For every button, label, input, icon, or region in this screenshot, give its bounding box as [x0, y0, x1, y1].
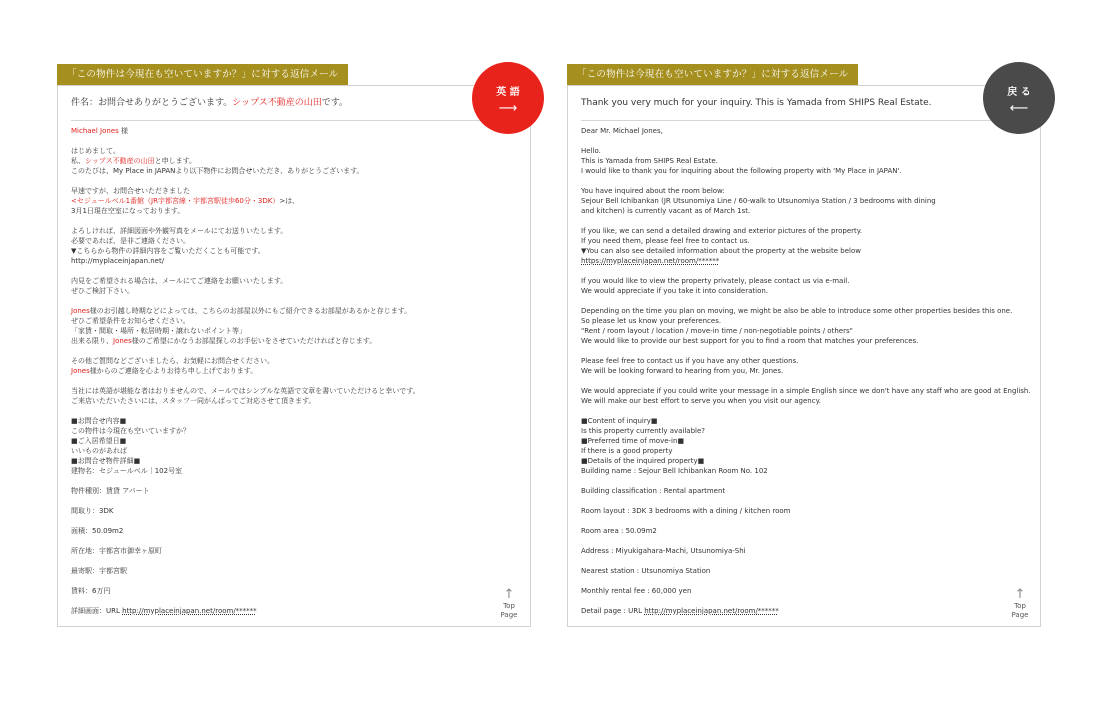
blank-line [581, 496, 1021, 506]
line-text: 様からのご連絡を心よりお待ち申し上げております。 [89, 367, 258, 375]
blank-line [71, 496, 511, 506]
line-text: Building classification : Rental apartment [581, 487, 726, 495]
line-text: ■Content of inquiry■ [581, 417, 658, 425]
blank-line [71, 296, 511, 306]
line-text: Address : Miyukigahara-Machi, Utsunomiya-Shi [581, 547, 746, 555]
line-text: If there is a good property [581, 447, 673, 455]
email-line [581, 166, 1021, 176]
line-text: and kitchen) is currently vacant as of March 1st. [581, 207, 751, 215]
line-text: Detail page : URL [581, 607, 645, 615]
blank-line [581, 576, 1021, 586]
line-text: 間取り：3DK [71, 507, 114, 515]
email-line [71, 466, 511, 476]
blank-line [581, 406, 1021, 416]
email-line [581, 286, 1021, 296]
line-text: ■ご入居希望日■ [71, 437, 127, 445]
email-line [581, 276, 1021, 286]
line-text: We will make our best effort to serve you when you visit our agency. [581, 397, 821, 405]
blank-line [581, 516, 1021, 526]
blank-line [71, 376, 511, 386]
email-line [581, 456, 1021, 466]
line-text: Is this property currently available? [581, 427, 706, 435]
blank-line [71, 576, 511, 586]
top-page-label-1: Top [1014, 602, 1026, 610]
line-text: Dear Mr. Michael Jones, [581, 127, 663, 135]
line-text: Sejour Bell Ichibankan (JR Utsunomiya Line / 60-walk to Utsunomiya Station / 3 bedrooms with dining [581, 197, 936, 205]
email-line [581, 326, 1021, 336]
url-link[interactable]: http://myplaceinjapan.net/room/****** [122, 607, 257, 615]
blank-line [581, 536, 1021, 546]
email-line [581, 126, 1021, 136]
email-line [581, 146, 1021, 156]
line-text: 出来る限り、 [71, 337, 113, 345]
email-line [71, 586, 511, 596]
line-text: "Rent / room layout / location / move-in time / non-negotiable points / others" [581, 327, 853, 335]
panel-tag-japanese: 「この物件は今現在も空いていますか？」に対する返信メール [57, 64, 348, 85]
line-text: Monthly rental fee : 60,000 yen [581, 587, 692, 595]
line-text: Hello. [581, 147, 601, 155]
blank-line [71, 216, 511, 226]
email-line [581, 186, 1021, 196]
email-line [71, 506, 511, 516]
line-text: と申します。 [154, 157, 197, 165]
blank-line [581, 346, 1021, 356]
email-line [71, 276, 511, 286]
line-text: よろしければ、詳細図面や外観写真をメールにてお送りいたします。 [71, 227, 288, 235]
email-line [581, 386, 1031, 396]
line-text: 賃料：6万円 [71, 587, 111, 595]
blank-line [71, 136, 511, 146]
line-text: So please let us know your preferences. [581, 317, 722, 325]
english-toggle-button[interactable] [472, 62, 544, 134]
blank-line [71, 596, 511, 606]
line-text: ぜひご希望条件をお知らせください。 [71, 317, 190, 325]
line-text: はじめまして。 [71, 147, 120, 155]
email-line [71, 206, 511, 216]
highlighted-text: Jones [113, 337, 132, 345]
highlighted-text: Jones [71, 367, 90, 375]
email-line [71, 326, 511, 336]
email-line [71, 246, 511, 256]
email-line [71, 436, 511, 446]
email-line [581, 506, 1021, 516]
email-line [581, 356, 1021, 366]
line-text: 所在地：宇都宮市御幸ヶ原町 [71, 547, 162, 555]
line-text: If you like, we can send a detailed drawing and exterior pictures of the property. [581, 227, 863, 235]
line-text: ■お問合せ内容■ [71, 417, 127, 425]
email-line [581, 226, 1021, 236]
email-line [581, 336, 1021, 346]
email-line [71, 256, 511, 266]
email-line [71, 486, 511, 496]
url-link[interactable]: https://myplaceinjapan.net/room/****** [581, 257, 720, 265]
line-text: >は、 [279, 197, 300, 205]
email-box-english [567, 85, 1041, 627]
blank-line [71, 266, 511, 276]
email-line [581, 436, 1021, 446]
email-line [581, 416, 1021, 426]
email-line [581, 606, 1021, 616]
line-text: I would like to thank you for inquiring about the following property with 'My Place in JAPAN'. [581, 167, 902, 175]
line-text: ▼こちらから物件の詳細内容をご覧いただくことも可能です。 [71, 247, 265, 255]
blank-line [581, 596, 1021, 606]
email-line [71, 446, 511, 456]
email-line [71, 546, 511, 556]
email-line [581, 546, 1021, 556]
line-text: http://myplaceinjapan.net/ [71, 257, 165, 265]
blank-line [581, 476, 1021, 486]
email-body-japanese [71, 126, 511, 616]
top-page-label-2: Page [1011, 611, 1029, 619]
line-text: We will be looking forward to hearing from you, Mr. Jones. [581, 367, 784, 375]
email-line [581, 196, 1021, 206]
back-button[interactable] [983, 62, 1055, 134]
email-line [71, 146, 511, 156]
email-line [71, 356, 511, 366]
email-line [581, 396, 1021, 406]
email-line [71, 236, 511, 246]
line-text: 建物名：セジュールベル｜102号室 [71, 467, 183, 475]
email-line [581, 586, 1021, 596]
line-text: ■Preferred time of move-in■ [581, 437, 685, 445]
line-text: ぜひご検討下さい。 [71, 287, 134, 295]
email-line [581, 156, 1021, 166]
top-page-label-1: Top [503, 602, 515, 610]
subject-sender-name: シップス不動産の山田 [232, 98, 322, 108]
line-text: Please feel free to contact us if you have any other questions. [581, 357, 799, 365]
highlighted-text: シップス不動産の山田 [85, 157, 155, 165]
email-line [581, 306, 1021, 316]
line-text: 様のお引越し時期などによっては、こちらのお部屋以外にもご紹介できるお部屋があるかと存じます。 [89, 307, 412, 315]
line-text: 詳細画面：URL [71, 607, 123, 615]
blank-line [581, 376, 1021, 386]
email-line [71, 456, 511, 466]
email-line [581, 526, 1021, 536]
blank-line [71, 476, 511, 486]
email-line [581, 486, 1021, 496]
line-text: 最寄駅：宇都宮駅 [71, 567, 127, 575]
email-subject-english: Thank you very much for your inquiry. This is Yamada from SHIPS Real Estate. [581, 96, 1013, 121]
subject-suffix: です。 [321, 98, 349, 108]
line-text: 様 [118, 127, 129, 135]
top-page-link-right[interactable] [1005, 588, 1035, 620]
email-line [71, 606, 511, 616]
subject-prefix: 件名：お問合せありがとうございます。 [71, 98, 233, 108]
panel-tag-english: 「この物件は今現在も空いていますか？」に対する返信メール [567, 64, 858, 85]
line-text: このたびは、My Place in JAPANより以下物件にお問合せいただき、ありがとうございます。 [71, 167, 364, 175]
blank-line [71, 556, 511, 566]
top-page-link-left[interactable] [494, 588, 524, 620]
email-line [581, 566, 1021, 576]
blank-line [581, 266, 1021, 276]
arrow-right-icon: ⟶ [498, 101, 518, 116]
blank-line [71, 516, 511, 526]
line-text: Depending on the time you plan on moving, we might be also be able to introduce some other properties besides this one. [581, 307, 1013, 315]
line-text: ▼You can also see detailed information about the property at the website below [581, 247, 861, 255]
line-text: We would like to provide our best support for you to find a room that matches your preferences. [581, 337, 919, 345]
line-text: 当社には英語が堪能な者はおりませんので、メールではシンプルな英語で文章を書いていただけると幸いです。 [71, 387, 420, 395]
line-text: We would appreciate if you could write your message in a simple English since we don't have any staff who are good at English. [581, 387, 1031, 395]
email-line [71, 316, 511, 326]
line-text: This is Yamada from SHIPS Real Estate. [581, 157, 718, 165]
highlighted-text: Jones [71, 307, 90, 315]
line-text: If you would like to view the property privately, please contact us via e-mail. [581, 277, 850, 285]
email-line [71, 226, 511, 236]
line-text: If you need them, please feel free to contact us. [581, 237, 750, 245]
email-line [71, 306, 511, 316]
line-text: Nearest station : Utsunomiya Station [581, 567, 711, 575]
line-text: 様のご希望にかなうお部屋探しのお手伝いをさせていただければと存じます。 [131, 337, 377, 345]
email-line [71, 396, 511, 406]
email-line [71, 286, 511, 296]
email-subject-japanese [71, 96, 503, 121]
highlighted-text: <セジュールベル1番館（JR宇都宮線・宇都宮駅徒歩60分・3DK） [71, 197, 280, 205]
email-line [71, 166, 511, 176]
url-link[interactable]: http://myplaceinjapan.net/room/****** [644, 607, 779, 615]
back-button-label: 戻 る [1007, 87, 1031, 98]
line-text: 内見をご希望される場合は、メールにてご連絡をお願いいたします。 [71, 277, 288, 285]
line-text: 早速ですが、お問合せいただきました [71, 187, 190, 195]
email-line [71, 156, 511, 166]
blank-line [581, 296, 1021, 306]
email-line [71, 526, 511, 536]
line-text: いいものがあれば [71, 447, 127, 455]
email-line [71, 186, 511, 196]
email-line [71, 126, 511, 136]
arrow-left-icon: ⟵ [1009, 101, 1029, 116]
line-text: この物件は今現在も空いていますか？ [71, 427, 190, 435]
english-toggle-label: 英 語 [496, 87, 520, 98]
email-line [581, 246, 1021, 256]
line-text: ■お問合せ物件詳細■ [71, 457, 141, 465]
highlighted-text: Michael Jones [71, 127, 119, 135]
email-line [581, 446, 1021, 456]
top-page-label-2: Page [500, 611, 518, 619]
line-text: その他ご質問などございましたら、お気軽にお問合せください。 [71, 357, 274, 365]
line-text: ■Details of the inquired property■ [581, 457, 705, 465]
line-text: We would appreciate if you take it into consideration. [581, 287, 769, 295]
line-text: 物件種別：賃貸 アパート [71, 487, 150, 495]
email-line [71, 416, 511, 426]
blank-line [71, 536, 511, 546]
email-line [581, 466, 1021, 476]
line-text: Room layout : 3DK 3 bedrooms with a dining / kitchen room [581, 507, 791, 515]
email-line [581, 316, 1021, 326]
line-text: 必要であれば、是非ご連絡ください。 [71, 237, 190, 245]
email-line [581, 426, 1021, 436]
email-line [71, 566, 511, 576]
email-line [581, 256, 1021, 266]
line-text: Building name : Sejour Bell Ichibankan Room No. 102 [581, 467, 768, 475]
arrow-up-icon: ↑ [503, 587, 515, 602]
email-box-japanese [57, 85, 531, 627]
line-text: 面積：50.09m2 [71, 527, 124, 535]
blank-line [71, 346, 511, 356]
line-text: 3月1日現在空室になっております。 [71, 207, 185, 215]
email-line [581, 236, 1021, 246]
email-line [71, 366, 511, 376]
blank-line [71, 176, 511, 186]
line-text: 「家賃・間取・場所・転居時期・譲れないポイント等」 [71, 327, 246, 335]
line-text: ご来店いただいたさいには、スタッフ一同がんばってご対応させて頂きます。 [71, 397, 316, 405]
arrow-up-icon: ↑ [1014, 587, 1026, 602]
blank-line [581, 136, 1021, 146]
line-text: 私、 [71, 157, 85, 165]
line-text: You have inquired about the room below: [581, 187, 725, 195]
email-line [71, 426, 511, 436]
email-line [71, 336, 511, 346]
email-line [71, 196, 511, 206]
blank-line [71, 406, 511, 416]
email-line [581, 366, 1021, 376]
blank-line [581, 176, 1021, 186]
email-line [71, 386, 511, 396]
blank-line [581, 216, 1021, 226]
email-line [581, 206, 1021, 216]
line-text: Room area : 50.09m2 [581, 527, 657, 535]
blank-line [581, 556, 1021, 566]
email-body-english [581, 126, 1031, 616]
